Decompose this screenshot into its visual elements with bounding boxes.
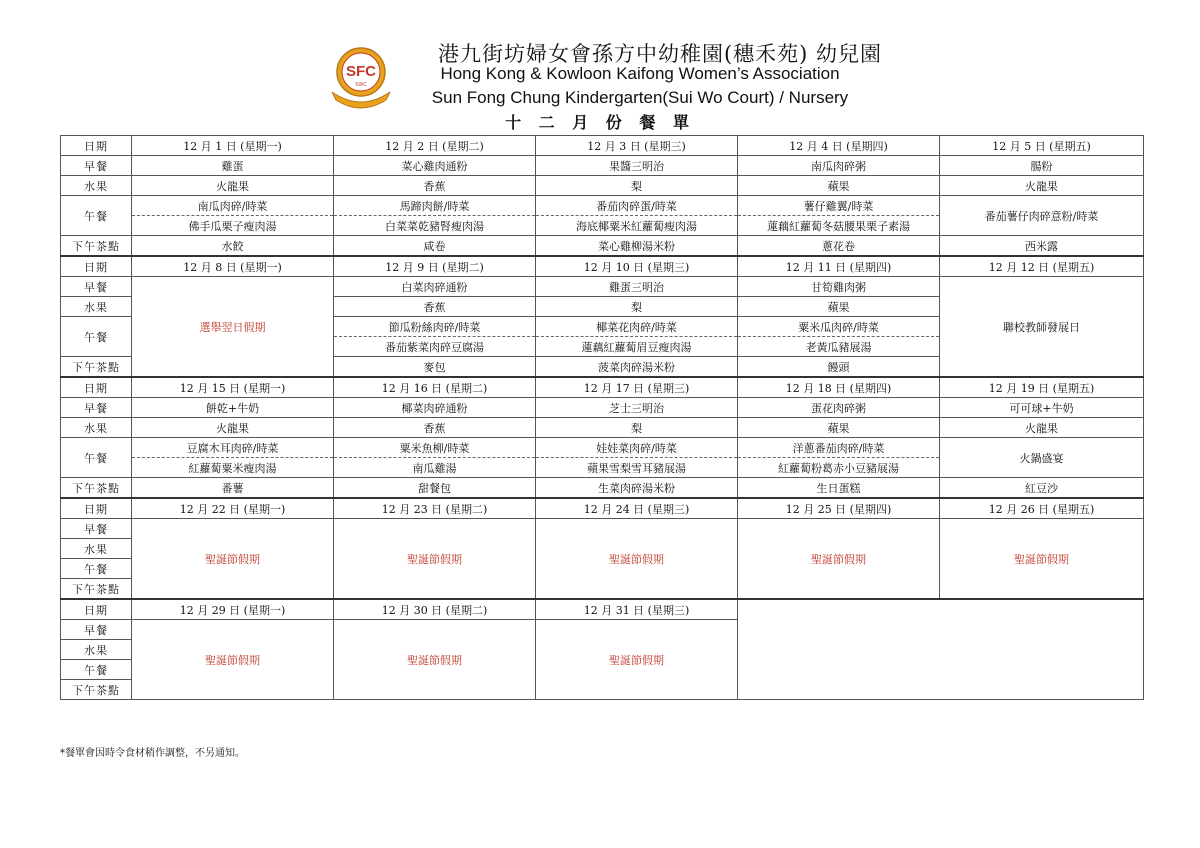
holiday-label: 聖誕節假期 (738, 519, 940, 600)
holiday-label: 聖誕節假期 (334, 519, 536, 600)
date-header: 12 月 12 日 (星期五) (940, 256, 1144, 277)
lunch-item: 南瓜肉碎/時菜 (132, 196, 334, 216)
fruit-item: 蘋果 (738, 297, 940, 317)
menu-row (61, 277, 1144, 297)
holiday-label: 聖誕節假期 (536, 519, 738, 600)
row-label-lunch: 午餐 (61, 196, 132, 236)
holiday-label: 選舉翌日假期 (132, 277, 334, 378)
soup-item: 老黃瓜豬展湯 (738, 337, 940, 357)
breakfast-item: 餅乾+牛奶 (132, 398, 334, 418)
tea-item: 水餃 (132, 236, 334, 257)
date-header: 12 月 30 日 (星期二) (334, 599, 536, 620)
breakfast-item: 蛋花肉碎粥 (738, 398, 940, 418)
menu-row (61, 377, 1144, 398)
lunch-item: 番茄肉碎蛋/時菜 (536, 196, 738, 216)
row-label-breakfast: 早餐 (61, 277, 132, 297)
row-label-date: 日期 (61, 498, 132, 519)
fruit-item: 火龍果 (132, 176, 334, 196)
menu-row (61, 599, 1144, 620)
tea-item: 饅頭 (738, 357, 940, 378)
lunch-item: 椰菜花肉碎/時菜 (536, 317, 738, 337)
menu-row (61, 256, 1144, 277)
date-header: 12 月 31 日 (星期三) (536, 599, 738, 620)
soup-item: 蘋果雪梨雪耳豬展湯 (536, 458, 738, 478)
menu-row (61, 438, 1144, 458)
breakfast-item: 可可球+牛奶 (940, 398, 1144, 418)
empty-cell (738, 599, 1144, 700)
lunch-item: 粟米瓜肉碎/時菜 (738, 317, 940, 337)
breakfast-item: 果醬三明治 (536, 156, 738, 176)
lunch-item: 節瓜粉絲肉碎/時菜 (334, 317, 536, 337)
menu-row (61, 196, 1144, 216)
breakfast-item: 腸粉 (940, 156, 1144, 176)
lunch-item: 火鍋盛宴 (940, 438, 1144, 478)
fruit-item: 火龍果 (940, 418, 1144, 438)
row-label-tea: 下午茶點 (61, 680, 132, 700)
row-label-date: 日期 (61, 377, 132, 398)
tea-item: 菠菜肉碎湯米粉 (536, 357, 738, 378)
holiday-label: 聖誕節假期 (940, 519, 1144, 600)
date-header: 12 月 11 日 (星期四) (738, 256, 940, 277)
date-header: 12 月 17 日 (星期三) (536, 377, 738, 398)
date-header: 12 月 5 日 (星期五) (940, 136, 1144, 156)
school-name-en-1: Hong Kong & Kowloon Kaifong Women’s Association (440, 64, 840, 83)
lunch-item: 番茄薯仔肉碎意粉/時菜 (940, 196, 1144, 236)
date-header: 12 月 8 日 (星期一) (132, 256, 334, 277)
row-label-lunch: 午餐 (61, 559, 132, 579)
lunch-item: 馬蹄肉餅/時菜 (334, 196, 536, 216)
soup-item: 紅蘿蔔粉葛赤小豆豬展湯 (738, 458, 940, 478)
holiday-label: 聖誕節假期 (132, 620, 334, 700)
tea-item: 西米露 (940, 236, 1144, 257)
date-header: 12 月 16 日 (星期二) (334, 377, 536, 398)
date-header: 12 月 29 日 (星期一) (132, 599, 334, 620)
date-header: 12 月 15 日 (星期一) (132, 377, 334, 398)
row-label-breakfast: 早餐 (61, 398, 132, 418)
row-label-lunch: 午餐 (61, 438, 132, 478)
menu-row (61, 136, 1144, 156)
tea-item: 菜心雞柳湯米粉 (536, 236, 738, 257)
row-label-tea: 下午茶點 (61, 357, 132, 378)
breakfast-item: 甘筍雞肉粥 (738, 277, 940, 297)
row-label-breakfast: 早餐 (61, 156, 132, 176)
row-label-fruit: 水果 (61, 539, 132, 559)
date-header: 12 月 25 日 (星期四) (738, 498, 940, 519)
soup-item: 海底椰粟米紅蘿蔔瘦肉湯 (536, 216, 738, 236)
date-header: 12 月 3 日 (星期三) (536, 136, 738, 156)
row-label-tea: 下午茶點 (61, 579, 132, 600)
breakfast-item: 雞蛋 (132, 156, 334, 176)
menu-row (61, 519, 1144, 539)
row-label-lunch: 午餐 (61, 660, 132, 680)
breakfast-item: 菜心雞肉通粉 (334, 156, 536, 176)
row-label-fruit: 水果 (61, 640, 132, 660)
fruit-item: 香蕉 (334, 176, 536, 196)
menu-title: 十 二 月 份 餐 單 (505, 113, 695, 132)
date-header: 12 月 10 日 (星期三) (536, 256, 738, 277)
date-header: 12 月 24 日 (星期三) (536, 498, 738, 519)
logo-sub: SWC (355, 82, 367, 88)
row-label-fruit: 水果 (61, 297, 132, 317)
row-label-date: 日期 (61, 256, 132, 277)
breakfast-item: 南瓜肉碎粥 (738, 156, 940, 176)
menu-table (60, 135, 1144, 700)
tea-item: 蔥花卷 (738, 236, 940, 257)
breakfast-item: 椰菜肉碎通粉 (334, 398, 536, 418)
lunch-item: 粟米魚柳/時菜 (334, 438, 536, 458)
holiday-label: 聖誕節假期 (334, 620, 536, 700)
soup-item: 白菜菜乾豬腎瘦肉湯 (334, 216, 536, 236)
tea-item: 咸卷 (334, 236, 536, 257)
fruit-item: 梨 (536, 418, 738, 438)
row-label-breakfast: 早餐 (61, 519, 132, 539)
soup-item: 佛手瓜栗子瘦肉湯 (132, 216, 334, 236)
logo-text: SFC (346, 63, 376, 80)
menu-row (61, 498, 1144, 519)
menu-row (61, 478, 1144, 499)
footnote: *餐單會因時令食材稍作調整，不另通知。 (60, 748, 245, 759)
school-name-en-2: Sun Fong Chung Kindergarten(Sui Wo Court) / Nursery (431, 88, 849, 107)
menu-row (61, 418, 1144, 438)
lunch-item: 薯仔雞翼/時菜 (738, 196, 940, 216)
date-header: 12 月 22 日 (星期一) (132, 498, 334, 519)
date-header: 12 月 9 日 (星期二) (334, 256, 536, 277)
menu-row (61, 176, 1144, 196)
lunch-item: 豆腐木耳肉碎/時菜 (132, 438, 334, 458)
date-header: 12 月 1 日 (星期一) (132, 136, 334, 156)
tea-item: 甜餐包 (334, 478, 536, 499)
date-header: 12 月 26 日 (星期五) (940, 498, 1144, 519)
menu-row (61, 156, 1144, 176)
fruit-item: 火龍果 (132, 418, 334, 438)
fruit-item: 梨 (536, 297, 738, 317)
lunch-item: 洋蔥番茄肉碎/時菜 (738, 438, 940, 458)
row-label-date: 日期 (61, 136, 132, 156)
breakfast-item: 白菜肉碎通粉 (334, 277, 536, 297)
soup-item: 蓮藕紅蘿蔔冬菇腰果栗子素湯 (738, 216, 940, 236)
school-name-zh: 港九街坊婦女會孫方中幼稚園(穗禾苑) 幼兒園 (437, 42, 883, 66)
fruit-item: 香蕉 (334, 418, 536, 438)
soup-item: 蓮藕紅蘿蔔眉豆瘦肉湯 (536, 337, 738, 357)
breakfast-item: 雞蛋三明治 (536, 277, 738, 297)
fruit-item: 梨 (536, 176, 738, 196)
tea-item: 紅豆沙 (940, 478, 1144, 499)
row-label-tea: 下午茶點 (61, 236, 132, 257)
menu-row (61, 398, 1144, 418)
date-header: 12 月 18 日 (星期四) (738, 377, 940, 398)
date-header: 12 月 4 日 (星期四) (738, 136, 940, 156)
fruit-item: 火龍果 (940, 176, 1144, 196)
lunch-item: 娃娃菜肉碎/時菜 (536, 438, 738, 458)
tea-item: 生日蛋糕 (738, 478, 940, 499)
row-label-tea: 下午茶點 (61, 478, 132, 499)
breakfast-item: 芝士三明治 (536, 398, 738, 418)
tea-item: 麥包 (334, 357, 536, 378)
row-label-breakfast: 早餐 (61, 620, 132, 640)
holiday-label: 聖誕節假期 (132, 519, 334, 600)
fruit-item: 蘋果 (738, 176, 940, 196)
date-header: 12 月 2 日 (星期二) (334, 136, 536, 156)
menu-row (61, 236, 1144, 257)
row-label-fruit: 水果 (61, 176, 132, 196)
row-label-fruit: 水果 (61, 418, 132, 438)
soup-item: 南瓜雞湯 (334, 458, 536, 478)
date-header: 12 月 19 日 (星期五) (940, 377, 1144, 398)
row-label-lunch: 午餐 (61, 317, 132, 357)
fruit-item: 香蕉 (334, 297, 536, 317)
fruit-item: 蘋果 (738, 418, 940, 438)
tea-item: 番薯 (132, 478, 334, 499)
soup-item: 番茄紫菜肉碎豆腐湯 (334, 337, 536, 357)
staff-day-label: 聯校教師發展日 (940, 277, 1144, 378)
row-label-date: 日期 (61, 599, 132, 620)
date-header: 12 月 23 日 (星期二) (334, 498, 536, 519)
tea-item: 生菜肉碎湯米粉 (536, 478, 738, 499)
soup-item: 紅蘿蔔粟米瘦肉湯 (132, 458, 334, 478)
holiday-label: 聖誕節假期 (536, 620, 738, 700)
